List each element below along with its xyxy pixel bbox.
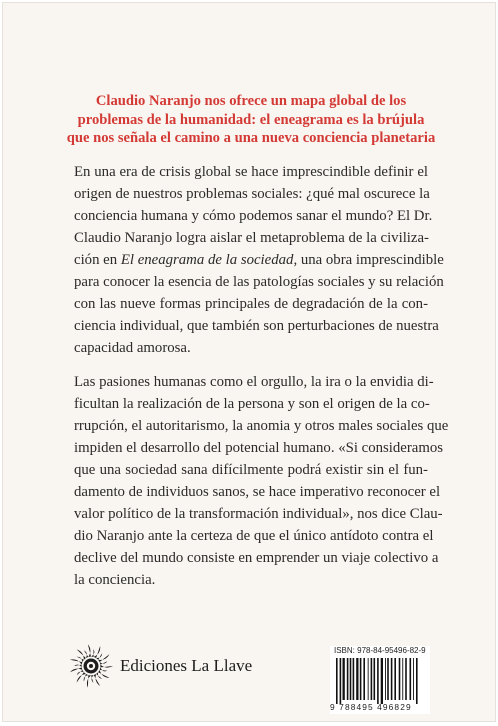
text-line: ciencia individual, que también son perturbaciones de nuestra xyxy=(74,318,439,334)
text-line: la conciencia. xyxy=(74,572,156,588)
isbn-label: ISBN: 978-84-95496-82-9 xyxy=(334,646,426,655)
text-fragment: ción en xyxy=(74,252,121,268)
text-fragment: , una obra imprescindible xyxy=(293,252,444,268)
text-line: capacidad amorosa. xyxy=(74,340,191,356)
synopsis-paragraph-1 xyxy=(74,161,444,359)
publisher-logo xyxy=(68,643,252,689)
text-line: con las nueve formas principales de degradación de la con- xyxy=(74,296,428,312)
text-line: impiden el desarrollo del potencial humano. «Si consideramos xyxy=(74,440,444,456)
text-line: conciencia humana y cómo podemos sanar el mundo? El Dr. xyxy=(74,208,433,224)
barcode xyxy=(330,658,430,704)
text-line: para conocer la esencia de las patologías sociales y su relación xyxy=(74,274,444,290)
back-cover xyxy=(2,2,496,722)
book-title: El eneagrama de la sociedad xyxy=(120,252,294,268)
tagline-line: que nos señala el camino a una nueva conciencia planetaria xyxy=(66,130,436,147)
synopsis xyxy=(74,161,449,603)
synopsis-paragraph-2 xyxy=(74,371,449,591)
text-line: En una era de crisis global se hace imprescindible definir el xyxy=(74,164,428,180)
isbn-barcode-block xyxy=(330,646,430,714)
text-line: ficultan la realización de la persona y son el origen de la co- xyxy=(74,396,430,412)
text-line: Claudio Naranjo logra aislar el metaproblema de la civiliza- xyxy=(74,230,429,246)
text-line: origen de nuestros problemas sociales: ¿qué mal oscurece la xyxy=(74,186,430,202)
text-line: dio Naranjo ante la certeza de que el único antídoto contra el xyxy=(74,528,434,544)
publisher-name: Ediciones La Llave xyxy=(120,656,253,675)
sun-logo-icon xyxy=(68,643,114,689)
tagline-line: Claudio Naranjo nos ofrece un mapa global de los xyxy=(95,93,407,109)
tagline-line: problemas de la humanidad: el eneagrama es la brújula xyxy=(77,111,425,128)
barcode-digits: 9 788495 496829 xyxy=(330,702,412,712)
text-line: damento de individuos sanos, se hace imperativo reconocer el xyxy=(74,484,441,500)
tagline xyxy=(42,92,460,148)
text-line: rrupción, el autoritarismo, la anomia y otros males sociales que xyxy=(74,418,449,434)
text-line: declive del mundo consiste en emprender un viaje colectivo a xyxy=(74,550,439,566)
text-line: valor político de la transformación individual», nos dice Clau- xyxy=(74,506,443,522)
text-line: Las pasiones humanas como el orgullo, la ira o la envidia di- xyxy=(74,374,434,390)
text-line xyxy=(74,249,444,271)
text-line: que una sociedad sana difícilmente podrá existir sin el fun- xyxy=(74,462,428,478)
